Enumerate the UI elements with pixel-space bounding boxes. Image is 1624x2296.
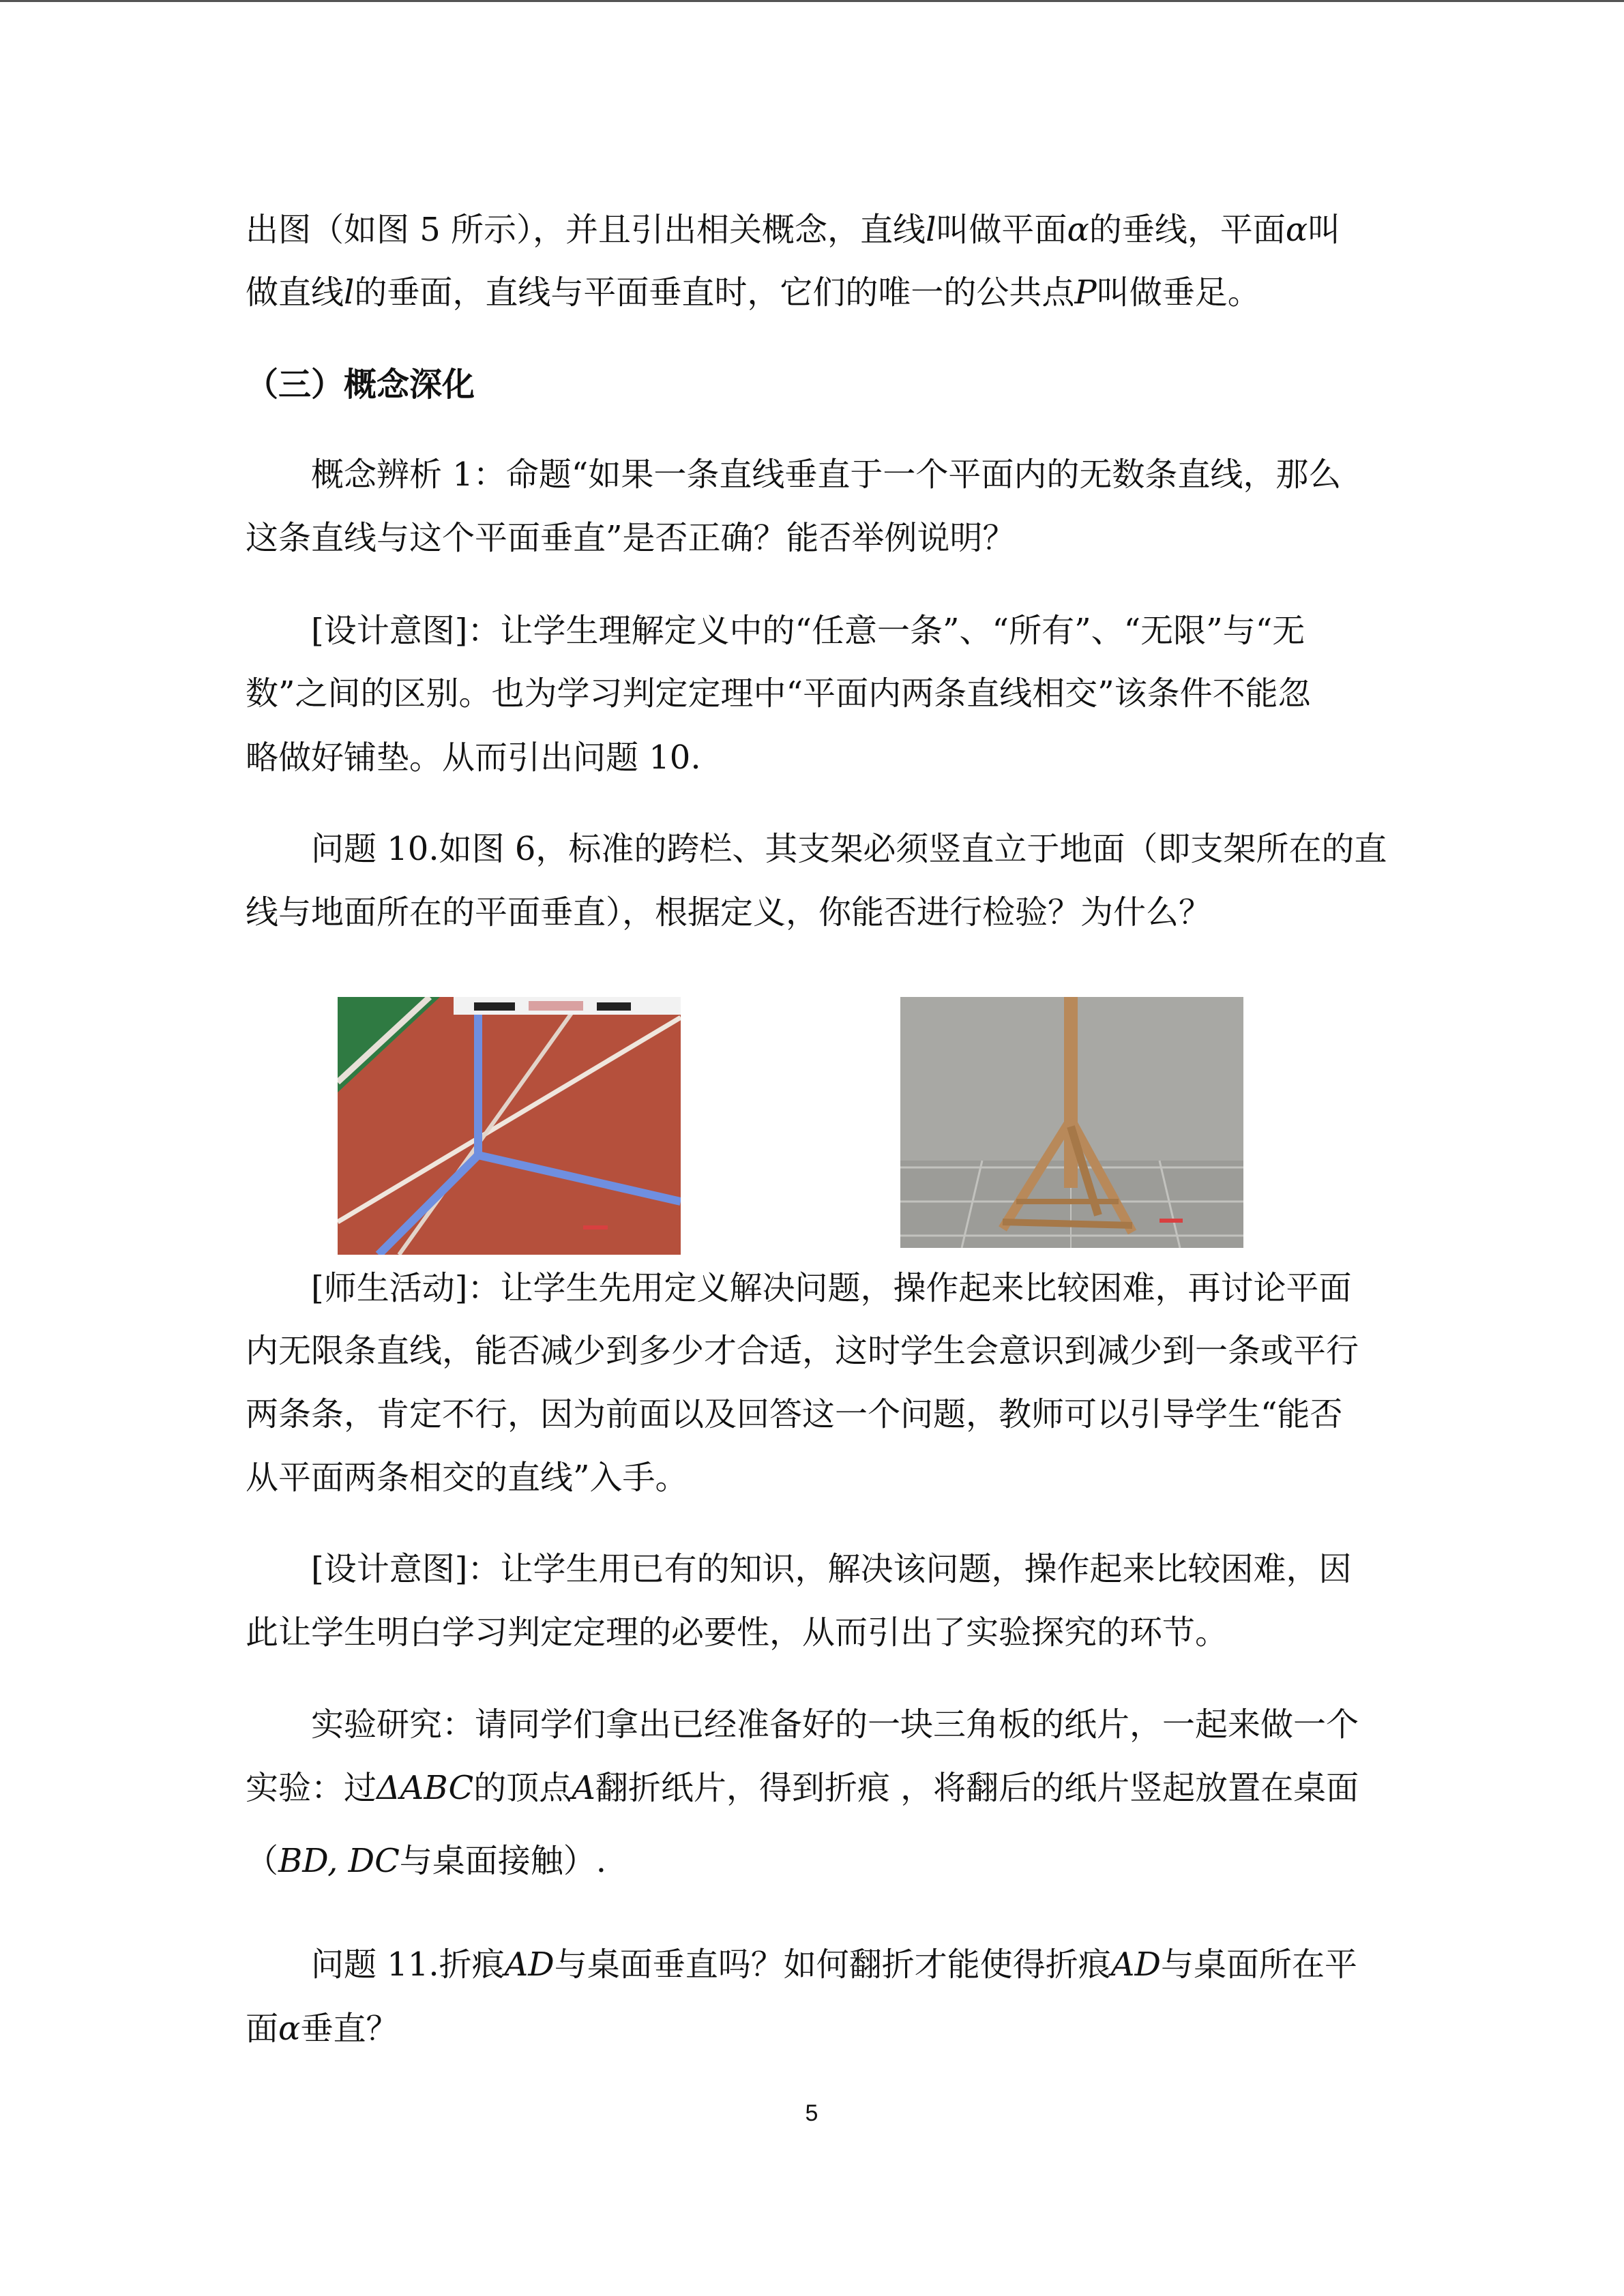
text-run: 与桌面所在平 [1160,1945,1357,1984]
text-run: 与桌面垂直吗？如何翻折才能使得折痕 [554,1945,1111,1984]
paragraph-line: 略做好铺垫。从而引出问题 10. [246,739,701,777]
text-run: 与桌面接触）. [399,1842,607,1880]
math-symbol: A [572,1769,595,1807]
text-run: （ [246,1842,279,1880]
math-symbol: AD [1110,1945,1161,1984]
top-border [0,0,1624,2]
paragraph-line [246,271,1378,314]
math-symbol: α [1067,211,1089,249]
math-symbol: BD, DC [278,1842,400,1880]
text-run: 面 [246,2010,279,2048]
text-run: 垂直？ [300,2010,399,2048]
paragraph-line: 两条条，肯定不行，因为前面以及回答这一个问题，教师可以引导学生“能否 [246,1395,1343,1433]
hurdle-photo [338,997,681,1255]
wooden-stand-photo [900,997,1243,1248]
math-symbol: α [278,2010,301,2048]
paragraph-line: [师生活动]：让学生先用定义解决问题，操作起来比较困难，再讨论平面 [311,1269,1352,1307]
paragraph-line: [设计意图]：让学生用已有的知识，解决该问题，操作起来比较困难，因 [311,1550,1352,1588]
math-symbol: P [1074,273,1097,312]
math-symbol: l [926,211,936,249]
math-symbol: ΔABC [377,1769,474,1807]
paragraph-line: 从平面两条相交的直线”入手。 [246,1459,688,1497]
paragraph-line [311,1943,1378,1986]
text-run: 的垂线，平面 [1089,211,1286,249]
math-symbol: l [344,273,355,312]
text-run: 出图（如图 5 所示），并且引出相关概念，直线 [246,211,926,249]
paragraph-line [246,1840,1378,1882]
paragraph-line [246,2008,1378,2050]
text-run: 问题 11.折痕 [311,1945,505,1984]
paragraph-line: 数”之间的区别。也为学习判定定理中“平面内两条直线相交”该条件不能忽 [246,674,1311,713]
paragraph-line [246,1767,1378,1809]
text-run: 做直线 [246,273,344,312]
paragraph-line [246,209,1378,251]
paragraph-line: 线与地面所在的平面垂直），根据定义，你能否进行检验？为什么？ [246,893,1212,931]
text-run: 叫做垂足。 [1096,273,1260,312]
text-run: 的垂面，直线与平面垂直时，它们的唯一的公共点 [354,273,1075,312]
text-run: 叫做平面 [936,211,1067,249]
paragraph-line: [设计意图]：让学生理解定义中的“任意一条”、“所有”、“无限”与“无 [311,612,1305,650]
section-heading: （三）概念深化 [246,366,475,404]
math-symbol: AD [504,1945,555,1984]
text-run: 翻折纸片，得到折痕 ，将翻后的纸片竖起放置在桌面 [595,1769,1359,1807]
paragraph-line: 概念辨析 1：命题“如果一条直线垂直于一个平面内的无数条直线，那么 [311,456,1342,494]
text-run: 的顶点 [473,1769,572,1807]
text-run: 实验：过 [246,1769,377,1807]
paragraph-line: 问题 10.如图 6，标准的跨栏、其支架必须竖直立于地面（即支架所在的直 [311,830,1387,868]
text-run: 叫 [1308,211,1341,249]
page-number: 5 [805,2100,818,2126]
paragraph-line: 实验研究：请同学们拿出已经准备好的一块三角板的纸片，一起来做一个 [311,1705,1359,1744]
paragraph-line: 这条直线与这个平面垂直”是否正确？能否举例说明？ [246,519,1016,557]
paragraph-line: 此让学生明白学习判定定理的必要性，从而引出了实验探究的环节。 [246,1613,1228,1652]
paragraph-line: 内无限条直线，能否减少到多少才合适，这时学生会意识到减少到一条或平行 [246,1332,1359,1370]
math-symbol: α [1285,211,1308,249]
